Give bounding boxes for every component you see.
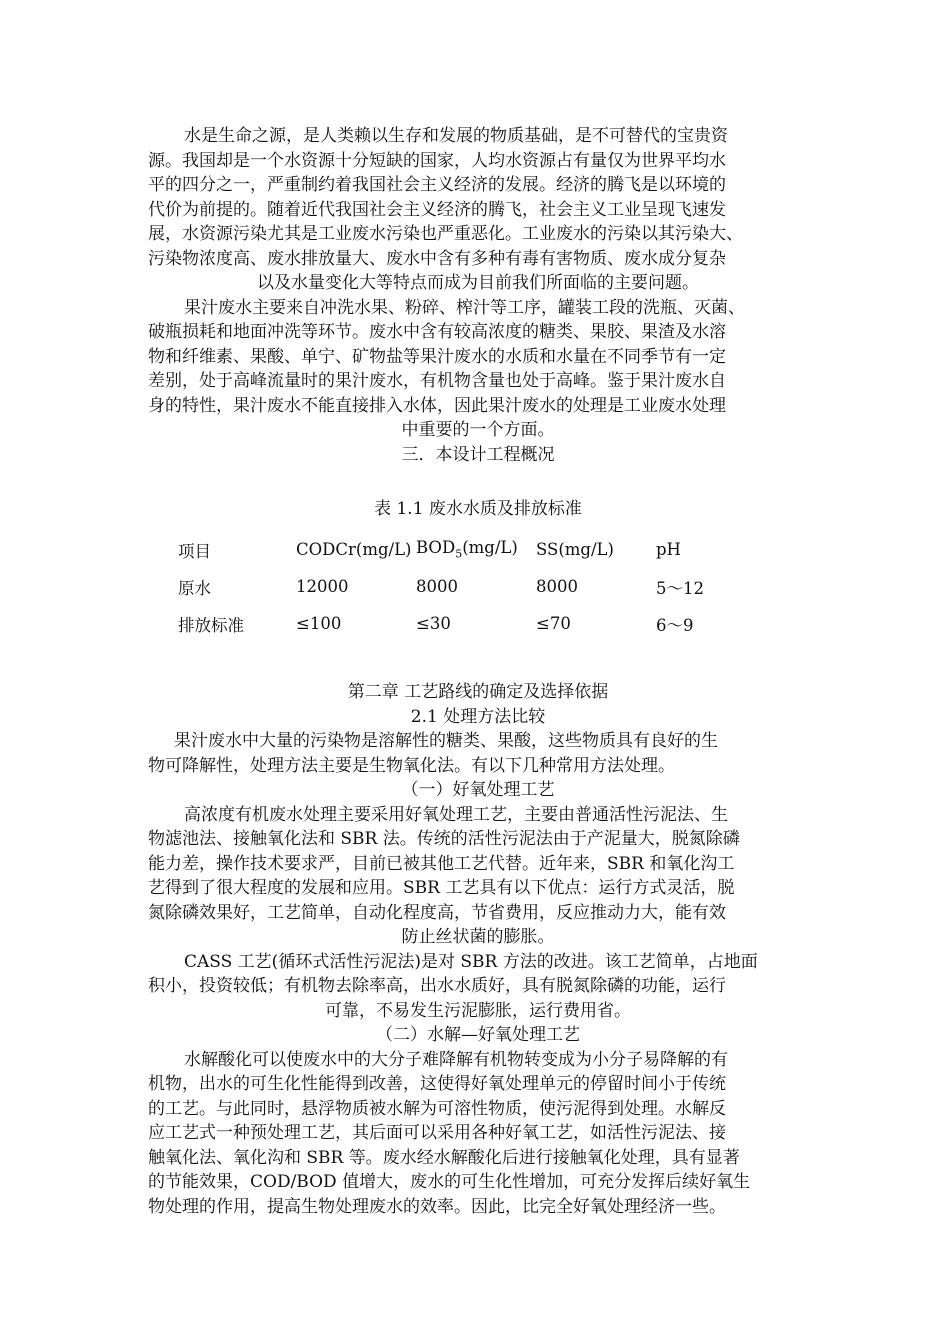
- header-cell: CODCr(mg/L): [296, 540, 412, 559]
- cass-paragraph: [148, 950, 808, 1024]
- aerobic-paragraph: [148, 803, 808, 950]
- juice-paragraph: [148, 296, 808, 443]
- header-cell: pH: [656, 540, 681, 559]
- text-line: 可靠，不易发生污泥膨胀，运行费用省。: [325, 1000, 631, 1021]
- text-line: 果汁废水主要来自冲洗水果、粉碎、榨汁等工序，罐装工段的洗瓶、灭菌、: [184, 297, 745, 318]
- table-row: [178, 605, 736, 642]
- table-cell: ≤70: [536, 614, 571, 633]
- text-line: 平的四分之一，严重制约着我国社会主义经济的发展。经济的腾飞是以环境的: [148, 175, 726, 195]
- table-cell: ≤100: [296, 614, 342, 633]
- table-cell: 排放标准: [178, 615, 244, 635]
- text-line: 的节能效果，COD/BOD 值增大，废水的可生化性增加，可充分发挥后续好氧生: [148, 1172, 751, 1192]
- text-line: 果汁废水中大量的污染物是溶解性的糖类、果酸，这些物质具有良好的生: [174, 731, 718, 751]
- table-cell: ≤30: [416, 614, 451, 633]
- water-quality-table: [178, 531, 736, 642]
- text-line: 身的特性，果汁废水不能直接排入水体，因此果汁废水的处理是工业废水处理: [148, 395, 726, 416]
- text-line: 物和纤维素、果酸、单宁、矿物盐等果汁废水的水质和水量在不同季节有一定: [148, 346, 726, 367]
- document-page: [148, 124, 808, 1219]
- text-line: 氮除磷效果好，工艺简单，自动化程度高，节省费用，反应推动力大，能有效: [148, 902, 726, 923]
- text-line: 物滤池法、接触氧化法和 SBR 法。传统的活性污泥法由于产泥量大，脱氮除磷: [148, 829, 740, 849]
- table-title: 表 1.1 废水水质及排放标准: [374, 499, 582, 519]
- text-line: 源。我国却是一个水资源十分短缺的国家，人均水资源占有量仅为世界平均水: [148, 150, 726, 171]
- text-line: 积小，投资较低；有机物去除率高，出水水质好，具有脱氮除磷的功能，运行: [148, 976, 726, 996]
- table-cell: 原水: [178, 578, 211, 598]
- text-line: 触氧化法、氧化沟和 SBR 等。废水经水解酸化后进行接触氧化处理，具有显著: [148, 1147, 740, 1168]
- intro-paragraph: [148, 124, 808, 296]
- table-cell: 5～12: [656, 578, 704, 598]
- section-three-title: 三．本设计工程概况: [401, 444, 555, 465]
- header-cell: 项目: [178, 541, 211, 561]
- spacer: [148, 642, 808, 680]
- text-line: 的工艺。与此同时，悬浮物质被水解为可溶性物质，使污泥得到处理。水解反: [148, 1098, 726, 1119]
- table-cell: 8000: [416, 577, 458, 596]
- text-line: 破瓶损耗和地面冲洗等环节。废水中含有较高浓度的糖类、果胶、果渣及水溶: [148, 322, 726, 342]
- text-line: 防止丝状菌的膨胀。: [401, 927, 555, 947]
- sub-two-title: （二）水解—好氧处理工艺: [376, 1025, 580, 1045]
- text-line: 物处理的作用，提高生物处理废水的效率。因此，比完全好氧处理经济一些。: [148, 1196, 726, 1217]
- text-line: 水是生命之源，是人类赖以生存和发展的物质基础，是不可替代的宝贵资: [184, 126, 728, 146]
- hydrolysis-paragraph: [148, 1048, 808, 1220]
- bod-label: BOD: [416, 538, 456, 558]
- text-line: 水解酸化可以使废水中的大分子难降解有机物转变成为小分子易降解的有: [184, 1049, 728, 1070]
- text-line: CASS 工艺(循环式活性污泥法)是对 SBR 方法的改进。该工艺简单，占地面: [184, 951, 758, 972]
- text-line: 展，水资源污染尤其是工业废水污染也严重恶化。工业废水的污染以其污染大、: [148, 224, 743, 244]
- bod-unit: (mg/L): [462, 538, 518, 558]
- chapter-two-title: 第二章 工艺路线的确定及选择依据: [347, 682, 609, 702]
- header-cell: SS(mg/L): [536, 540, 614, 559]
- text-line: 差别，处于高峰流量时的果汁废水，有机物含量也处于高峰。鉴于果汁废水自: [148, 371, 726, 391]
- bod-subscript: 5: [455, 547, 463, 561]
- table-row: [178, 568, 736, 605]
- sub-one-title: （一）好氧处理工艺: [401, 780, 555, 800]
- text-line: 中重要的一个方面。: [401, 420, 555, 440]
- text-line: 机物，出水的可生化性能得到改善，这使得好氧处理单元的停留时间小于传统: [148, 1074, 726, 1094]
- text-line: 应工艺式一种预处理工艺，其后面可以采用各种好氧工艺，如活性污泥法、接: [148, 1123, 726, 1143]
- text-line: 高浓度有机废水处理主要采用好氧处理工艺，主要由普通活性污泥法、生: [184, 804, 728, 825]
- text-line: 代价为前提的。随着近代我国社会主义经济的腾飞，社会主义工业呈现飞速发: [148, 199, 726, 220]
- table-cell: 12000: [296, 577, 349, 596]
- table-cell: 6～9: [656, 615, 694, 635]
- text-line: 物可降解性，处理方法主要是生物氧化法。有以下几种常用方法处理。: [148, 755, 675, 776]
- section-2-1-title: 2.1 处理方法比较: [410, 706, 546, 727]
- table-cell: 8000: [536, 577, 578, 596]
- text-line: 以及水量变化大等特点而成为目前我们所面临的主要问题。: [257, 273, 699, 293]
- text-line: 艺得到了很大程度的发展和应用。SBR 工艺具有以下优点：运行方式灵活，脱: [148, 878, 735, 898]
- text-line: 污染物浓度高、废水排放量大、废水中含有多种有毒有害物质、废水成分复杂: [148, 248, 726, 269]
- text-line: 能力差，操作技术要求严，目前已被其他工艺代替。近年来，SBR 和氧化沟工: [148, 853, 735, 874]
- table-header-row: [178, 531, 736, 568]
- header-cell: [416, 531, 536, 568]
- methods-paragraph: [148, 729, 808, 778]
